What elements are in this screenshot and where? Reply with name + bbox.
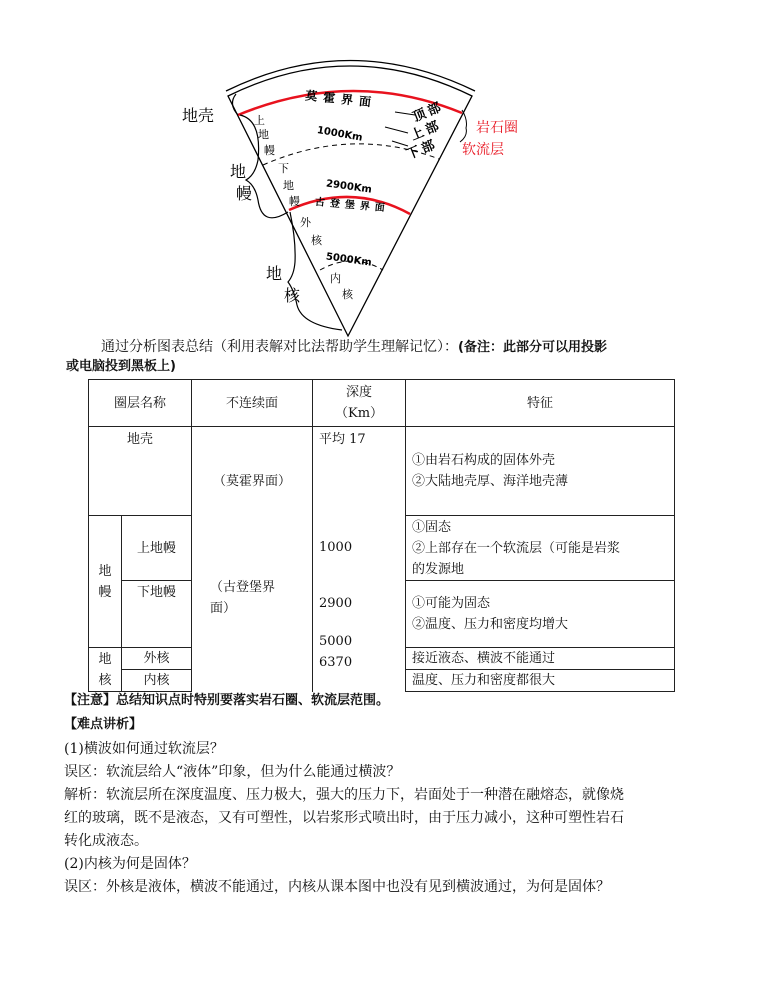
header-depth: 深度 （Km）: [313, 380, 406, 427]
upper-mantle-char-0: 上: [254, 114, 265, 127]
lower-mantle-char-2: 幔: [289, 195, 300, 208]
mantle-group: 地 幔: [89, 516, 122, 648]
lower-mantle-char-1: 地: [283, 179, 294, 192]
gutenberg-text: （古登堡界 面）: [210, 580, 276, 616]
upper-mantle-char-2: 幔: [264, 144, 275, 157]
q1-answer-3: 转化成液态。: [64, 833, 148, 849]
header-name: 圈层名称: [89, 380, 192, 427]
core-group: 地 核: [89, 648, 122, 692]
crust-name: 地壳: [89, 427, 192, 516]
q1: (1)横波如何通过软流层？: [64, 741, 224, 757]
brace-crust: [232, 94, 238, 115]
label-crust: 地壳: [182, 106, 215, 125]
q2-misconception: 误区：外核是液体，横波不能通过，内核从课本图中也没有见到横波通过，为何是固体？: [64, 879, 610, 895]
lower-mantle-features: ①可能为固态 ②温度、压力和密度均增大: [406, 581, 675, 648]
label-lithosphere: 岩石圈: [476, 120, 518, 136]
outer-core-depth: 5000: [319, 634, 353, 649]
label-2900km: 2900Km: [325, 178, 373, 196]
label-1000km: 1000Km: [316, 124, 364, 144]
inner-core-depth: 6370: [319, 655, 353, 670]
intro-main: 通过分析图表总结（利用表解对比法帮助学生理解记忆）：: [101, 339, 458, 355]
label-5000km: 5000Km: [325, 251, 373, 269]
label-core-1: 地: [266, 264, 283, 283]
difficulty-title: 【难点讲析】: [64, 717, 143, 732]
outer-core-char-1: 核: [311, 234, 322, 247]
upper-mantle-depth: 1000: [319, 540, 353, 555]
brace-lithosphere: [460, 110, 467, 142]
q1-answer-2: 红的玻璃，既不是液态，又有可塑性，以岩浆形式喷出时，由于压力减小，这种可塑性岩石: [64, 810, 624, 826]
label-moho: 莫霍界面: [304, 88, 378, 110]
pointer-lower: [392, 141, 408, 146]
upper-mantle-char-1: 地: [258, 128, 269, 141]
surface-arc: [226, 61, 475, 92]
intro-line-2: 或电脑投到黑板上): [66, 359, 176, 374]
intro-line-1: [101, 336, 607, 359]
moho-text: （莫霍界面）: [213, 474, 292, 489]
inner-core-name: 内核: [122, 670, 192, 692]
inner-core-feature: 温度、压力和密度都很大: [406, 670, 675, 692]
attention-note: 【注意】总结知识点时特别要落实岩石圈、软流层范围。: [64, 693, 390, 708]
label-mantle-2: 幔: [236, 184, 253, 203]
upper-mantle-features: ①固态 ②上部存在一个软流层（可能是岩浆 的发源地: [406, 516, 675, 581]
outer-core-name: 外核: [122, 648, 192, 670]
inner-core-char-1: 核: [342, 288, 353, 301]
label-upper: 上部: [408, 117, 444, 144]
outer-core-char-0: 外: [300, 216, 311, 229]
discontinuity-cell: [192, 427, 313, 692]
q1-misconception: 误区：软流层给人“液体”印象，但为什么能通过横波？: [64, 764, 401, 780]
label-mantle-1: 地: [230, 162, 247, 181]
depth-cell: [313, 427, 406, 692]
header-discontinuity: 不连续面: [192, 380, 313, 427]
lower-mantle-depth: 2900: [319, 596, 353, 611]
label-core-2: 核: [284, 286, 301, 305]
crust-features: ①由岩石构成的固体外壳 ②大陆地壳厚、海洋地壳薄: [406, 427, 675, 516]
crust-depth: 平均 17: [319, 432, 366, 447]
label-lower: 下部: [404, 136, 440, 163]
lower-mantle-char-0: 下: [278, 162, 289, 175]
intro-note: (备注：此部分可以用投影: [458, 340, 607, 355]
label-asthenosphere: 软流层: [462, 142, 504, 158]
q1-answer-1: 解析：软流层所在深度温度、压力极大，强大的压力下，岩面处于一种潜在融熔态，就像烧: [64, 787, 624, 803]
inner-core-char-0: 内: [330, 272, 341, 285]
label-gutenberg: 古登堡界面: [314, 196, 391, 215]
q2: (2)内核为何是固体？: [64, 856, 196, 872]
layers-table: [88, 379, 675, 692]
outer-core-feature: 接近液态、横波不能通过: [406, 648, 675, 670]
header-feature: 特征: [406, 380, 675, 427]
lower-mantle-name: 下地幔: [122, 581, 192, 648]
pointer-upper: [385, 127, 408, 133]
earth-structure-diagram: [0, 0, 770, 340]
label-top: 顶部: [410, 99, 447, 126]
upper-mantle-name: 上地幔: [122, 516, 192, 581]
